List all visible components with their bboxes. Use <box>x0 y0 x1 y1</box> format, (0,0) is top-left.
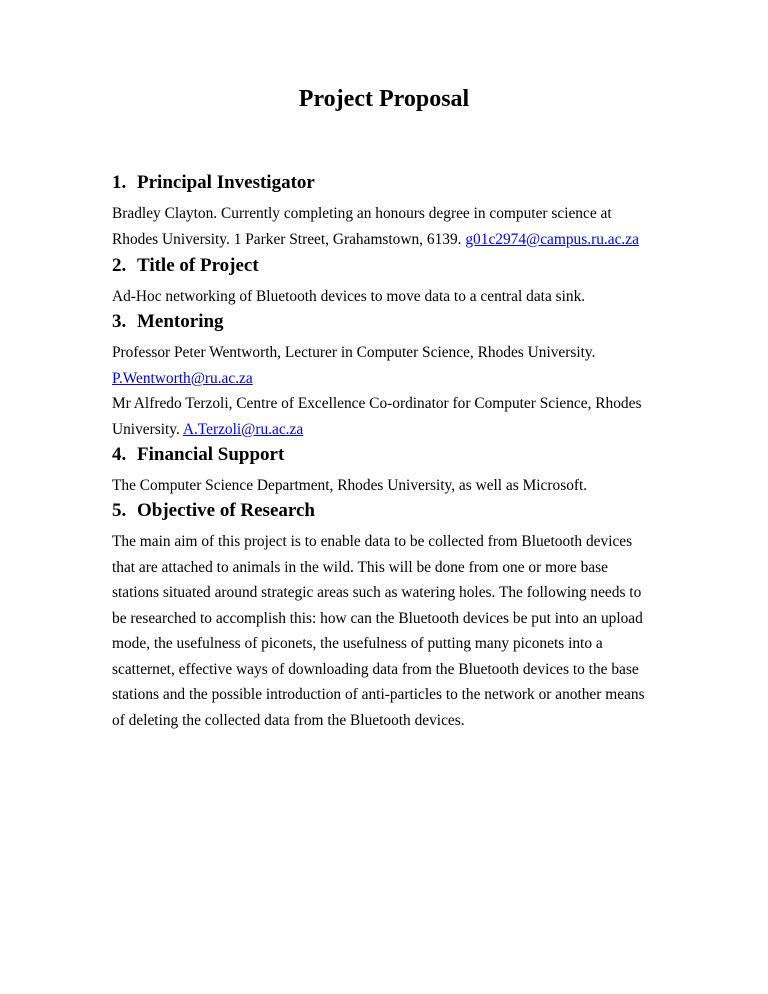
paragraph-line <box>112 555 672 581</box>
paragraph-line <box>112 227 672 253</box>
email-link[interactable]: g01c2974@campus.ru.ac.za <box>465 230 639 248</box>
paragraph-line <box>112 657 672 683</box>
section-heading <box>112 499 672 523</box>
line-text: stations and the possible introduction of anti-particles to the network or another means <box>112 686 645 703</box>
section-title-of-project <box>112 254 672 310</box>
line-text: Bradley Clayton. Currently completing an honours degree in computer science at <box>112 205 612 222</box>
paragraph-line <box>112 708 672 734</box>
section-title: Objective of Research <box>137 500 315 521</box>
paragraph-line <box>112 417 672 443</box>
page-title: Project Proposal <box>298 86 470 112</box>
section-title: Mentoring <box>137 311 224 332</box>
line-text: Ad-Hoc networking of Bluetooth devices to move data to a central data sink. <box>112 288 586 305</box>
line-text: be researched to accomplish this: how can the Bluetooth devices be put into an upload <box>112 609 643 627</box>
line-text: scatternet, effective ways of downloading data from the Bluetooth devices to the base <box>112 660 639 678</box>
section-mentoring <box>112 310 672 442</box>
paragraph-line <box>112 631 672 657</box>
paragraph-line <box>112 284 672 310</box>
section-financial-support <box>112 443 672 499</box>
line-text: Rhodes University. 1 Parker Street, Grahamstown, 6139. <box>112 230 466 248</box>
section-objective-of-research <box>112 499 672 733</box>
line-text: of deleting the collected data from the Bluetooth devices. <box>112 711 465 729</box>
email-link[interactable]: P.Wentworth@ru.ac.za <box>112 369 253 387</box>
section-title: Principal Investigator <box>137 172 315 193</box>
section-number: 3. <box>112 311 127 332</box>
section-number: 4. <box>112 444 127 465</box>
line-text: Professor Peter Wentworth, Lecturer in Computer Science, Rhodes University. <box>112 344 596 361</box>
section-heading <box>112 254 672 278</box>
line-text: Mr Alfredo Terzoli, Centre of Excellence Co-ordinator for Computer Science, Rhodes <box>112 395 642 412</box>
line-text: The Computer Science Department, Rhodes University, as well as Microsoft. <box>112 477 588 494</box>
section-principal-investigator <box>112 171 672 252</box>
line-text: stations situated around strategic areas such as watering holes. The following needs to <box>112 584 642 601</box>
email-link[interactable]: A.Terzoli@ru.ac.za <box>182 420 304 438</box>
section-heading <box>112 171 672 195</box>
line-text: University. <box>112 420 183 438</box>
section-number: 1. <box>112 172 127 193</box>
section-title: Financial Support <box>137 444 285 465</box>
section-heading <box>112 310 672 334</box>
section-title: Title of Project <box>137 255 259 276</box>
section-number: 5. <box>112 500 127 521</box>
paragraph-line <box>112 391 672 417</box>
section-number: 2. <box>112 255 127 276</box>
section-heading <box>112 443 672 467</box>
paragraph-line <box>112 606 672 632</box>
line-text: The main aim of this project is to enable data to be collected from Bluetooth devices <box>112 533 633 550</box>
paragraph-line <box>112 529 672 555</box>
line-text: that are attached to animals in the wild. This will be done from one or more base <box>112 558 608 576</box>
paragraph-line <box>112 201 672 227</box>
paragraph-line <box>112 366 672 392</box>
paragraph-line <box>112 340 672 366</box>
line-text: mode, the usefulness of piconets, the usefulness of putting many piconets into a <box>112 635 603 652</box>
paragraph-line <box>112 473 672 499</box>
paragraph-line <box>112 580 672 606</box>
paragraph-line <box>112 682 672 708</box>
